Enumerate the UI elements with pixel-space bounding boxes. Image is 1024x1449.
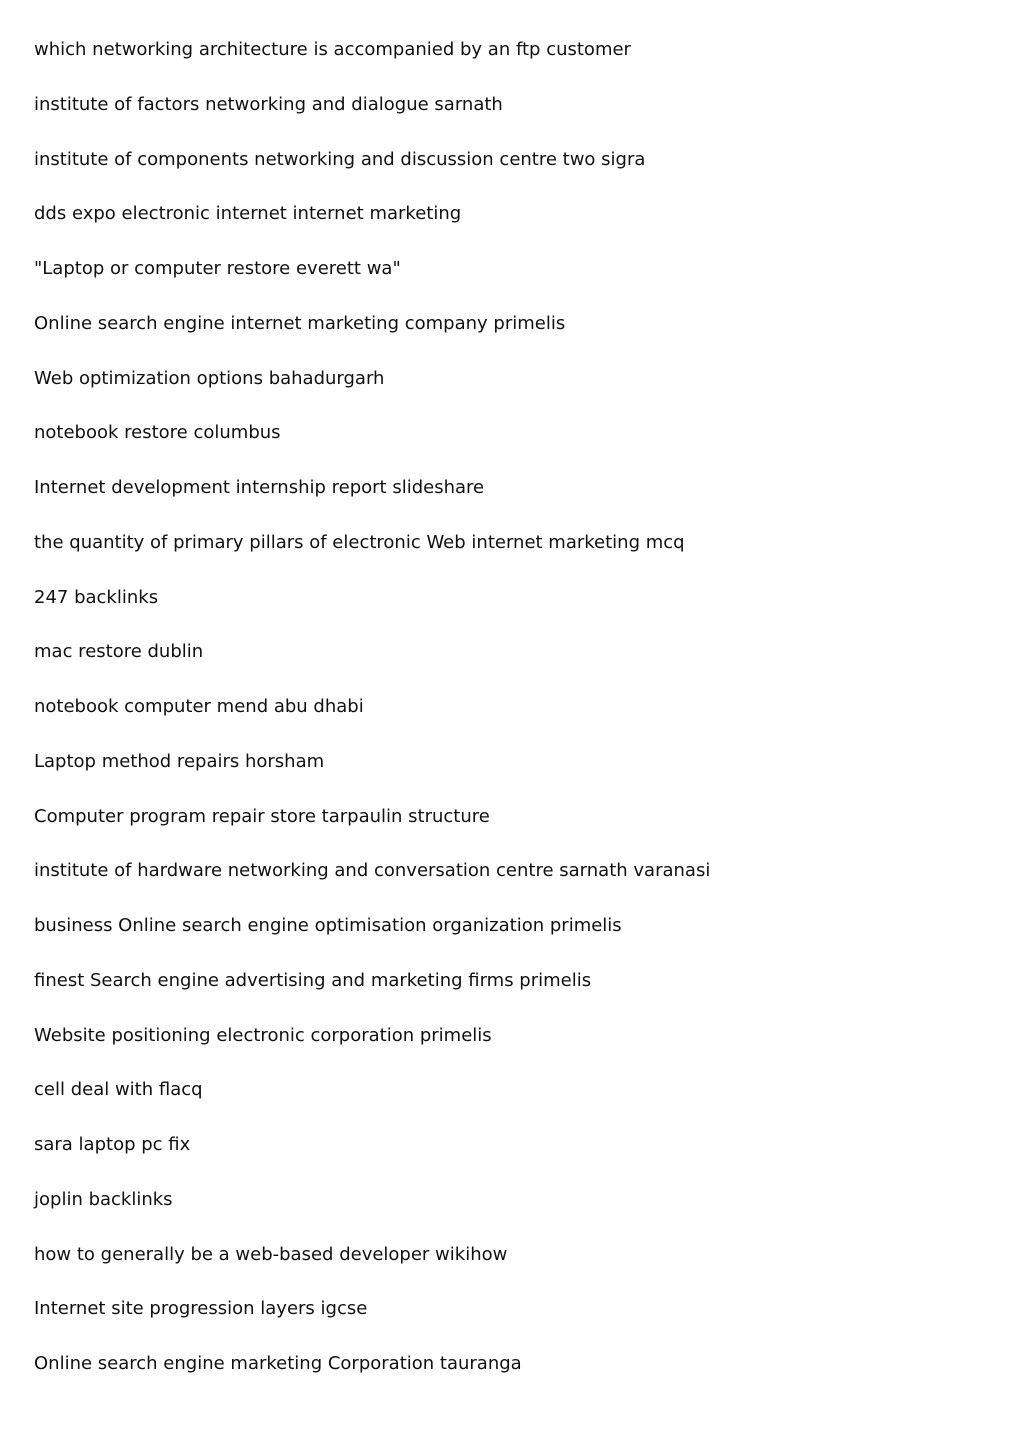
list-item-text[interactable]: Internet site progression layers igcse — [34, 1298, 368, 1320]
list-item[interactable] — [34, 1352, 1024, 1407]
list-item-text[interactable]: finest Search engine advertising and marketing firms primelis — [34, 969, 592, 991]
list-item-text[interactable]: institute of components networking and discussion centre two sigra — [34, 148, 646, 170]
list-item[interactable] — [34, 969, 1024, 1024]
list-item-text[interactable]: "Laptop or computer restore everett wa" — [34, 258, 401, 279]
list-item-text[interactable]: business Online search engine optimisation organization primelis — [34, 915, 622, 936]
list-item[interactable] — [34, 38, 1024, 93]
list-item[interactable] — [34, 312, 1024, 367]
list-item-text[interactable]: Internet development internship report slideshare — [34, 477, 485, 498]
list-item-text[interactable]: the quantity of primary pillars of electronic Web internet marketing mcq — [34, 531, 685, 553]
list-item-text[interactable]: joplin backlinks — [34, 1188, 173, 1210]
list-item-text[interactable]: Online search engine marketing Corporation tauranga — [34, 1353, 522, 1374]
list-item[interactable] — [34, 1078, 1024, 1133]
list-item[interactable] — [34, 148, 1024, 203]
list-item[interactable] — [34, 859, 1024, 914]
list-item-text[interactable]: how to generally be a web-based developer wikihow — [34, 1243, 508, 1265]
list-item[interactable] — [34, 805, 1024, 860]
list-item[interactable] — [34, 1243, 1024, 1298]
list-item[interactable] — [34, 367, 1024, 422]
list-item[interactable] — [34, 1133, 1024, 1188]
list-item-text[interactable]: institute of factors networking and dialogue sarnath — [34, 93, 503, 115]
list-item[interactable] — [34, 257, 1024, 312]
list-item[interactable] — [34, 531, 1024, 586]
list-item-text[interactable]: notebook computer mend abu dhabi — [34, 696, 364, 717]
list-item-text[interactable]: sara laptop pc fix — [34, 1134, 191, 1155]
list-item-text[interactable]: institute of hardware networking and conversation centre sarnath varanasi — [34, 860, 711, 882]
list-item-text[interactable]: notebook restore columbus — [34, 422, 281, 444]
list-item-text[interactable]: Computer program repair store tarpaulin structure — [34, 805, 490, 827]
list-item-text[interactable]: cell deal with flacq — [34, 1079, 203, 1101]
list-item[interactable] — [34, 695, 1024, 750]
list-item-text[interactable]: Laptop method repairs horsham — [34, 750, 325, 772]
list-item-text[interactable]: Web optimization options bahadurgarh — [34, 367, 385, 389]
list-item-text[interactable]: Website positioning electronic corporation primelis — [34, 1024, 492, 1046]
list-item[interactable] — [34, 586, 1024, 641]
list-item[interactable] — [34, 750, 1024, 805]
list-item-text[interactable]: dds expo electronic internet internet marketing — [34, 203, 462, 225]
list-item[interactable] — [34, 640, 1024, 695]
list-item[interactable] — [34, 93, 1024, 148]
list-item[interactable] — [34, 1188, 1024, 1243]
list-item-text[interactable]: Online search engine internet marketing company primelis — [34, 312, 566, 334]
list-item[interactable] — [34, 421, 1024, 476]
list-item[interactable] — [34, 1024, 1024, 1079]
list-item-text[interactable]: mac restore dublin — [34, 641, 204, 663]
list-item[interactable] — [34, 914, 1024, 969]
list-item[interactable] — [34, 202, 1024, 257]
list-item-text[interactable]: which networking architecture is accompanied by an ftp customer — [34, 39, 631, 60]
list-item[interactable] — [34, 476, 1024, 531]
link-list — [34, 38, 1024, 1407]
list-item[interactable] — [34, 1297, 1024, 1352]
list-item-text[interactable]: 247 backlinks — [34, 586, 159, 608]
